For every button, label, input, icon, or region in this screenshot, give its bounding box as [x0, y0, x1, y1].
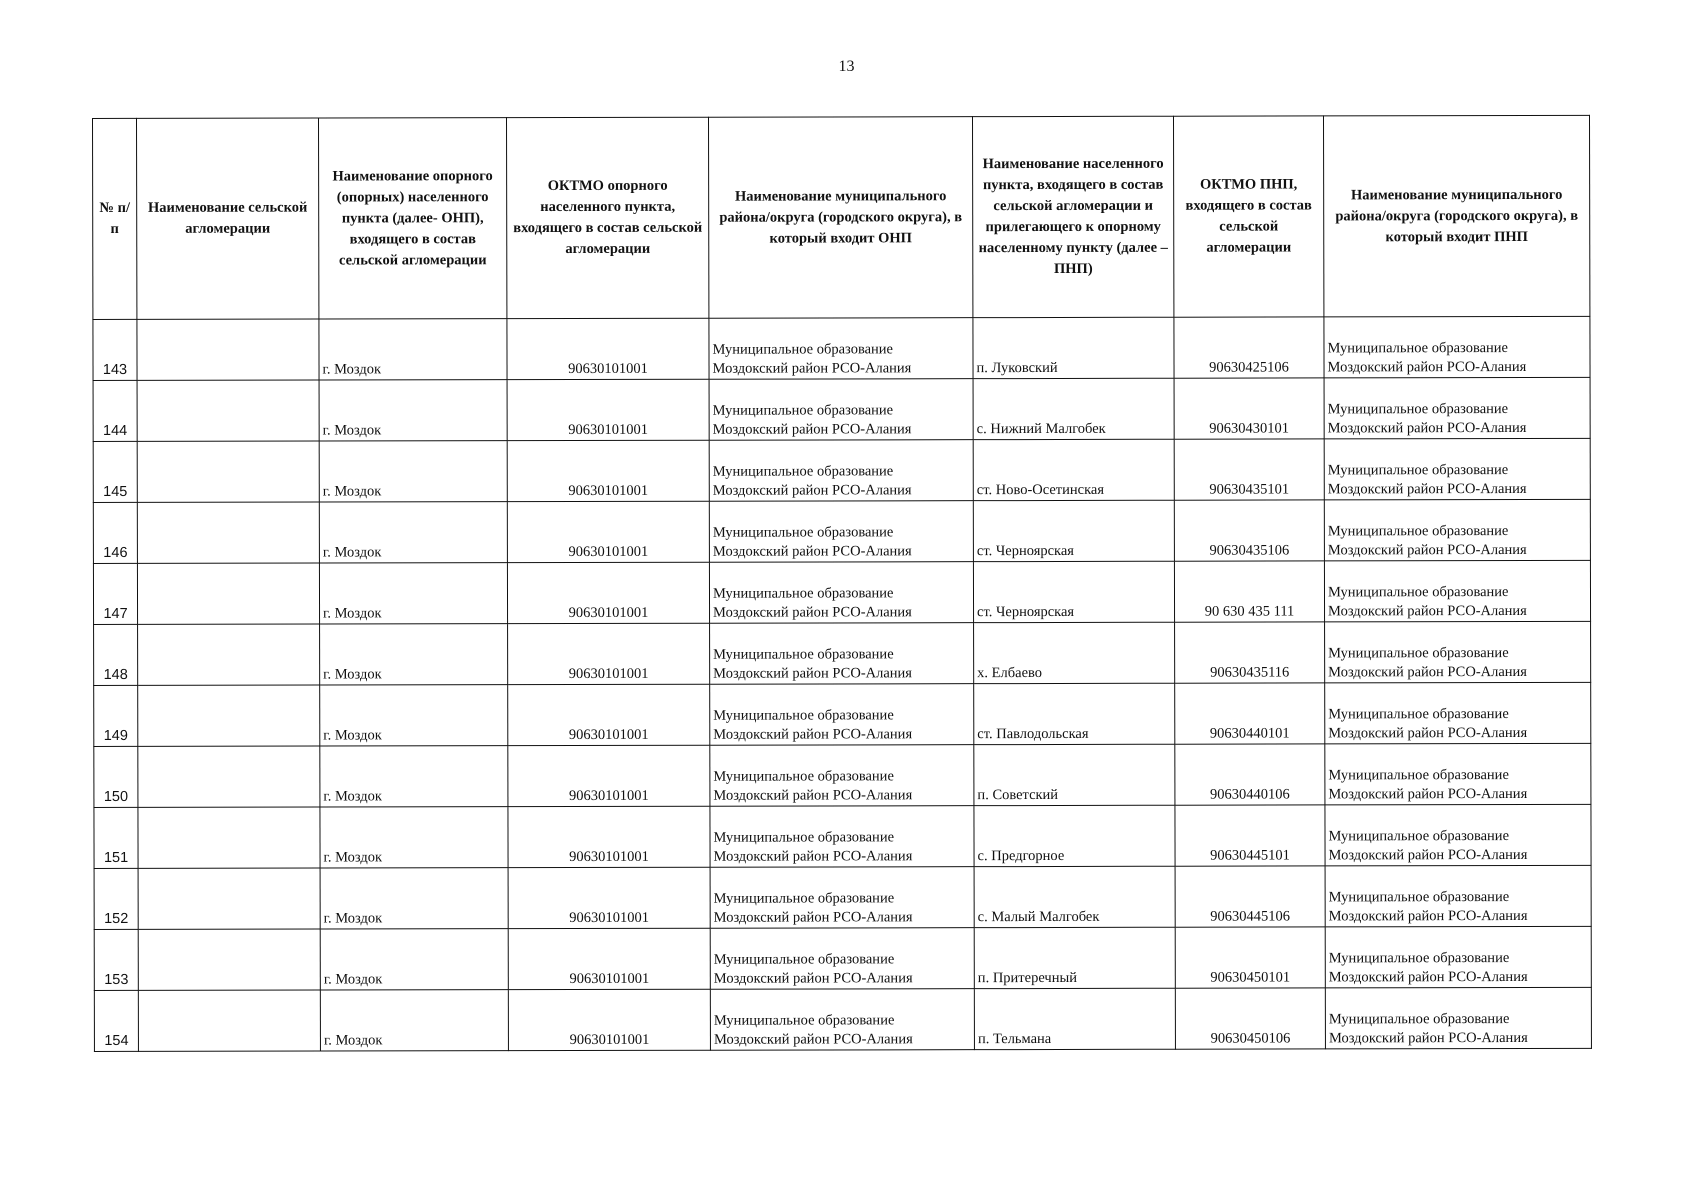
pnp-name-cell: ст. Ново-Осетинская — [973, 439, 1174, 500]
pnp-district-cell — [1324, 316, 1590, 378]
onp-district-cell — [709, 501, 973, 563]
header-onp-oktmo: ОКТМО опорного населенного пункта, входящего в состав сельской агломерации — [507, 117, 709, 318]
onp-name-cell: г. Моздок — [320, 746, 508, 807]
onp-oktmo-cell: 90630101001 — [507, 562, 709, 623]
onp-district-cell — [710, 928, 974, 990]
table-row — [94, 682, 1591, 746]
onp-name-cell: г. Моздок — [320, 624, 508, 685]
pnp-district-line-1: Муниципальное образование — [1328, 767, 1509, 784]
pnp-oktmo-cell: 90630445106 — [1175, 866, 1325, 927]
pnp-name-cell: п. Луковский — [973, 317, 1174, 378]
pnp-district-line-1: Муниципальное образование — [1328, 645, 1509, 662]
pnp-district-line-1: Муниципальное образование — [1327, 401, 1509, 418]
header-pnp-name: Наименование населенного пункта, входящего в состав сельской агломерации и прилегающего к опорному населенному пункту (далее – ПНП) — [972, 116, 1173, 317]
pnp-oktmo-cell: 90630450106 — [1175, 988, 1325, 1049]
table-body — [93, 316, 1592, 1051]
onp-oktmo-cell: 90630101001 — [508, 745, 710, 806]
pnp-district-line-1: Муниципальное образование — [1328, 828, 1510, 845]
pnp-oktmo-cell: 90630435101 — [1174, 439, 1324, 500]
onp-name-cell: г. Моздок — [320, 990, 508, 1051]
row-number: 146 — [93, 502, 137, 563]
agglomeration-cell — [138, 807, 320, 868]
table-row — [94, 987, 1591, 1051]
onp-oktmo-cell: 90630101001 — [508, 684, 710, 745]
agglomeration-cell — [138, 746, 320, 807]
pnp-district-line-1: Муниципальное образование — [1327, 584, 1509, 601]
onp-oktmo-cell: 90630101001 — [507, 501, 709, 562]
onp-district-line-1: Муниципальное образование — [712, 524, 894, 541]
onp-district-line-1: Муниципальное образование — [713, 829, 895, 846]
agglomeration-cell — [138, 929, 320, 990]
pnp-name-cell: п. Тельмана — [974, 988, 1175, 1049]
row-number: 144 — [93, 380, 137, 441]
onp-district-line-2: Моздокский район РСО-Алания — [712, 482, 912, 499]
pnp-name-cell: с. Малый Малгобек — [974, 866, 1175, 927]
pnp-district-line-2: Моздокский район РСО-Алания — [1328, 1029, 1528, 1047]
onp-district-cell — [710, 989, 974, 1051]
agglomeration-cell — [138, 990, 320, 1051]
row-number: 154 — [94, 990, 138, 1051]
pnp-district-cell — [1325, 743, 1591, 805]
pnp-district-cell — [1325, 804, 1591, 866]
table-row — [93, 377, 1590, 441]
table-row — [94, 743, 1591, 807]
onp-name-cell: г. Моздок — [320, 868, 508, 929]
pnp-district-line-2: Моздокский район РСО-Алания — [1328, 968, 1528, 986]
agglomeration-cell — [138, 868, 320, 929]
onp-district-line-2: Моздокский район РСО-Алания — [713, 665, 912, 682]
onp-district-line-1: Муниципальное образование — [712, 585, 894, 602]
pnp-district-line-2: Моздокский район РСО-Алания — [1327, 480, 1527, 498]
onp-district-line-2: Моздокский район РСО-Алания — [713, 970, 913, 987]
agglomeration-cell — [138, 624, 320, 685]
pnp-district-line-2: Моздокский район РСО-Алания — [1328, 602, 1527, 620]
pnp-oktmo-cell: 90630435116 — [1175, 622, 1325, 683]
pnp-district-line-2: Моздокский район РСО-Алания — [1328, 846, 1528, 864]
header-onp-district: Наименование муниципального района/округа (городского округа), в который входит ОНП — [708, 117, 972, 319]
onp-district-cell — [710, 867, 974, 929]
table-row — [94, 865, 1591, 929]
pnp-oktmo-cell: 90 630 435 111 — [1174, 561, 1324, 622]
table-row — [94, 804, 1591, 868]
row-number: 149 — [94, 685, 138, 746]
pnp-district-cell — [1325, 865, 1591, 927]
agglomeration-cell — [137, 502, 319, 563]
pnp-district-line-2: Моздокский район РСО-Алания — [1327, 419, 1527, 437]
onp-district-line-2: Моздокский район РСО-Алания — [712, 360, 912, 377]
pnp-district-line-2: Моздокский район РСО-Алания — [1328, 663, 1527, 681]
onp-oktmo-cell: 90630101001 — [508, 867, 710, 928]
pnp-name-cell: с. Предгорное — [974, 805, 1175, 866]
onp-district-line-1: Муниципальное образование — [713, 1012, 895, 1029]
pnp-name-cell: ст. Черноярская — [973, 500, 1174, 561]
pnp-district-line-2: Моздокский район РСО-Алания — [1328, 724, 1528, 742]
header-onp-name: Наименование опорного (опорных) населенного пункта (далее- ОНП), входящего в состав сельской агломерации — [319, 118, 507, 319]
onp-district-line-1: Муниципальное образование — [712, 402, 894, 419]
agglomeration-cell — [137, 563, 319, 624]
onp-district-cell — [709, 440, 973, 502]
onp-oktmo-cell: 90630101001 — [508, 623, 710, 684]
onp-oktmo-cell: 90630101001 — [508, 806, 710, 867]
table-row — [93, 438, 1590, 502]
row-number: 151 — [94, 807, 138, 868]
onp-district-line-2: Моздокский район РСО-Алания — [712, 421, 912, 438]
agglomeration-cell — [137, 319, 319, 380]
pnp-district-cell — [1325, 987, 1591, 1049]
onp-name-cell: г. Моздок — [319, 502, 507, 563]
onp-district-line-2: Моздокский район РСО-Алания — [713, 604, 912, 621]
table-row — [93, 499, 1590, 563]
pnp-district-line-1: Муниципальное образование — [1328, 1011, 1510, 1028]
onp-oktmo-cell: 90630101001 — [507, 440, 709, 501]
pnp-name-cell: ст. Черноярская — [973, 561, 1174, 622]
onp-name-cell: г. Моздок — [319, 319, 507, 380]
row-number: 153 — [94, 929, 138, 990]
pnp-oktmo-cell: 90630445101 — [1175, 805, 1325, 866]
onp-district-cell — [709, 318, 973, 380]
onp-district-line-2: Моздокский район РСО-Алания — [712, 543, 912, 560]
pnp-district-cell — [1325, 926, 1591, 988]
row-number: 148 — [94, 624, 138, 685]
onp-district-cell — [710, 684, 974, 746]
row-number: 147 — [93, 563, 137, 624]
onp-oktmo-cell: 90630101001 — [507, 379, 709, 440]
onp-name-cell: г. Моздок — [320, 807, 508, 868]
onp-district-line-1: Муниципальное образование — [713, 890, 895, 907]
agglomeration-table — [92, 115, 1592, 1052]
onp-district-line-2: Моздокский район РСО-Алания — [713, 909, 913, 926]
pnp-oktmo-cell: 90630435106 — [1174, 500, 1324, 561]
onp-name-cell: г. Моздок — [319, 441, 507, 502]
onp-district-line-1: Муниципальное образование — [713, 951, 895, 968]
onp-district-line-2: Моздокский район РСО-Алания — [713, 726, 913, 743]
header-pnp-district: Наименование муниципального района/округа (городского округа), в который входит ПНП — [1323, 115, 1589, 317]
table-row — [93, 560, 1590, 624]
pnp-district-cell — [1324, 560, 1590, 622]
pnp-name-cell: ст. Павлодольская — [974, 683, 1175, 744]
pnp-district-line-1: Муниципальное образование — [1328, 950, 1510, 967]
pnp-oktmo-cell: 90630450101 — [1175, 927, 1325, 988]
row-number: 145 — [93, 441, 137, 502]
row-number: 150 — [94, 746, 138, 807]
onp-district-line-1: Муниципальное образование — [712, 463, 894, 480]
onp-district-cell — [709, 379, 973, 441]
pnp-name-cell: п. Советский — [974, 744, 1175, 805]
row-number: 143 — [93, 319, 137, 380]
onp-district-line-1: Муниципальное образование — [713, 707, 894, 724]
onp-name-cell: г. Моздок — [320, 685, 508, 746]
onp-district-cell — [709, 562, 973, 624]
pnp-name-cell: п. Притеречный — [974, 927, 1175, 988]
pnp-district-line-2: Моздокский район РСО-Алания — [1328, 907, 1528, 925]
agglomeration-cell — [137, 441, 319, 502]
pnp-oktmo-cell: 90630440106 — [1175, 744, 1325, 805]
pnp-district-line-1: Муниципальное образование — [1327, 340, 1509, 357]
pnp-district-line-2: Моздокский район РСО-Алания — [1327, 541, 1527, 559]
pnp-district-line-2: Моздокский район РСО-Алания — [1327, 358, 1527, 376]
pnp-district-line-1: Муниципальное образование — [1328, 889, 1510, 906]
onp-name-cell: г. Моздок — [319, 380, 507, 441]
onp-oktmo-cell: 90630101001 — [508, 928, 710, 989]
pnp-district-cell — [1324, 499, 1590, 561]
pnp-district-line-2: Моздокский район РСО-Алания — [1328, 785, 1528, 803]
table-row — [94, 926, 1591, 990]
onp-oktmo-cell: 90630101001 — [508, 989, 710, 1050]
header-agglomeration: Наименование сельской агломерации — [137, 118, 319, 319]
table-row — [94, 621, 1591, 685]
agglomeration-cell — [137, 380, 319, 441]
pnp-district-line-1: Муниципальное образование — [1327, 523, 1509, 540]
onp-district-line-1: Муниципальное образование — [713, 646, 894, 663]
pnp-district-line-1: Муниципальное образование — [1327, 462, 1509, 479]
onp-oktmo-cell: 90630101001 — [507, 318, 709, 379]
pnp-oktmo-cell: 90630425106 — [1174, 317, 1324, 378]
onp-name-cell: г. Моздок — [320, 929, 508, 990]
pnp-district-cell — [1325, 621, 1591, 683]
onp-district-line-1: Муниципальное образование — [712, 341, 894, 358]
pnp-name-cell: с. Нижний Малгобек — [973, 378, 1174, 439]
pnp-district-cell — [1324, 438, 1590, 500]
onp-district-line-2: Моздокский район РСО-Алания — [713, 848, 913, 865]
onp-name-cell: г. Моздок — [319, 563, 507, 624]
header-num: № п/п — [93, 118, 137, 319]
pnp-district-cell — [1325, 682, 1591, 744]
onp-district-cell — [710, 806, 974, 868]
agglomeration-cell — [138, 685, 320, 746]
onp-district-line-2: Моздокский район РСО-Алания — [713, 787, 913, 804]
page-number: 13 — [838, 58, 855, 75]
pnp-district-cell — [1324, 377, 1590, 439]
onp-district-cell — [710, 745, 974, 807]
onp-district-cell — [710, 623, 974, 685]
table-header-row — [93, 115, 1590, 319]
pnp-district-line-1: Муниципальное образование — [1328, 706, 1509, 723]
onp-district-line-1: Муниципальное образование — [713, 768, 894, 785]
row-number: 152 — [94, 868, 138, 929]
pnp-name-cell: х. Елбаево — [974, 622, 1175, 683]
pnp-oktmo-cell: 90630430101 — [1174, 378, 1324, 439]
header-pnp-oktmo: ОКТМО ПНП, входящего в состав сельской агломерации — [1173, 116, 1323, 317]
pnp-oktmo-cell: 90630440101 — [1175, 683, 1325, 744]
table-row — [93, 316, 1590, 380]
onp-district-line-2: Моздокский район РСО-Алания — [713, 1031, 913, 1048]
